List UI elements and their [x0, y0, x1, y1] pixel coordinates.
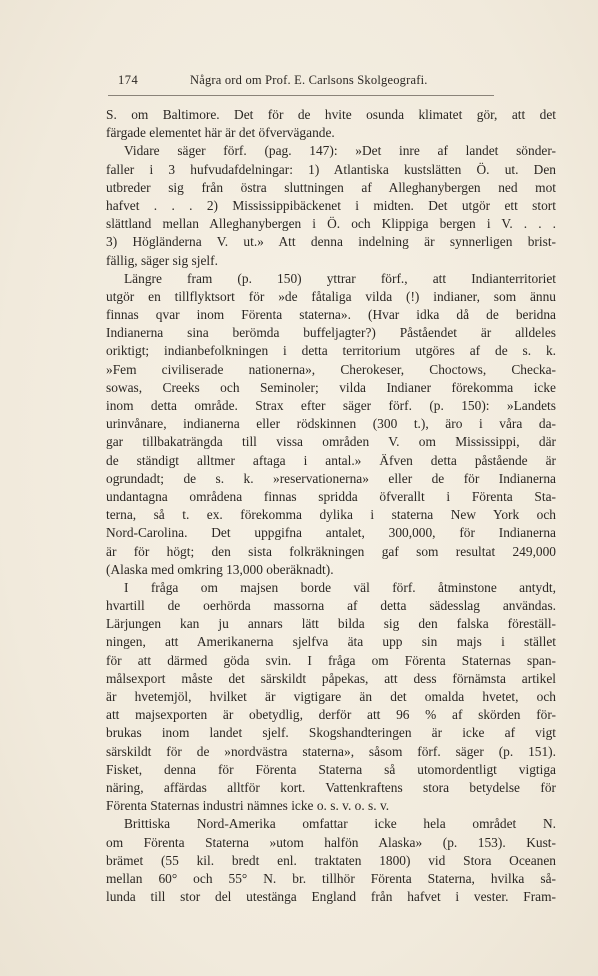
text-line: hafvet . . . 2) Mississippibäckenet i midten. Det utgör ett stort [106, 197, 556, 213]
header-rule [108, 95, 494, 96]
text-line: för att därmed göda svin. I fråga om Förenta Staternas span- [106, 652, 556, 668]
text-line: fällig, säger sig sjelf. [106, 252, 218, 268]
text-line: särskildt för de »nordvästra staterna», såsom förf. säger (p. 151). [106, 743, 556, 759]
text-line: urinvånare, indianerna eller rödskinnen (300 t.), äro i våra da- [106, 416, 556, 432]
text-line: är hvetemjöl, hvilket är vigtigare än det omalda hvetet, och [106, 689, 556, 704]
text-line: inom detta område. Strax efter säger förf. (p. 150): »Landets [106, 398, 556, 413]
text-line: näring, affärdas alltför kort. Vattenkraftens stora betydelse för [106, 779, 556, 795]
text-line: brukas inom landet sjelf. Skogshandteringen är icke af vigt [106, 725, 556, 741]
text-line: faller i 3 hufvudafdelningar: 1) Atlantiska kustslätten Ö. ut. Den [106, 161, 556, 177]
body-text [106, 106, 556, 906]
text-line: de ständigt alltmer aftaga i antal.» Äfven detta påstående är [106, 452, 556, 468]
text-line: terna, så t. ex. förekomma dylika i staterna New York och [106, 507, 556, 523]
text-line: målsexport måste det särskildt påpekas, att dess förnämsta artikel [106, 670, 556, 686]
running-title: Några ord om Prof. E. Carlsons Skolgeografi. [190, 73, 428, 87]
text-line: Nord-Carolina. Det uppgifna antalet, 300,000, för Indianerna [106, 525, 556, 541]
page-number: 174 [118, 73, 139, 87]
text-line: Längre fram (p. 150) yttrar förf., att Indianterritoriet [124, 270, 556, 286]
text-line: brämet (55 kil. bredt enl. traktaten 1800) vid Stora Oceanen [106, 852, 556, 868]
text-line: sowas, Creeks och Seminoler; vilda Indianer förekomma icke [106, 379, 556, 395]
text-line: ogrundadt; de s. k. »reservationerna» eller de för Indianerna [106, 470, 556, 486]
text-line: att majsexporten är obetydlig, derför att 96 % af skörden för- [106, 707, 556, 723]
page-header [118, 73, 478, 93]
text-line: utgör en tillflyktsort för »de fåtaliga vilda (!) indianer, som ännu [106, 288, 556, 304]
text-line: hvartill de oerhörda massorna af detta sädesslag användas. [106, 598, 556, 614]
text-line: slättland mellan Alleghanybergen i Ö. och Klippiga bergen i V. . . . [106, 216, 556, 232]
text-line: Förenta Staternas industri nämnes icke o. s. v. o. s. v. [106, 798, 390, 814]
text-line: Indianerna sina berömda buffeljagter?) Påståendet är alldeles [106, 325, 556, 341]
text-line: ningen, att Amerikanerna sjelfva äta upp sin majs i stället [106, 634, 556, 650]
text-line: utbreder sig från östra sluttningen af Alleghanybergen ned mot [106, 179, 556, 195]
text-line: lunda till stor del utestänga England från hafvet i vester. Fram- [106, 889, 556, 905]
text-line: undantagna områdena finnas spridda öfverallt i Förenta Sta- [106, 488, 556, 504]
text-line: Vidare säger förf. (pag. 147): »Det inre af landet sönder- [124, 143, 556, 159]
text-line: Lärjungen kan ju annars lätt bilda sig den falska föreställ- [106, 616, 556, 632]
text-line: Brittiska Nord-Amerika omfattar icke hela området N. [124, 816, 556, 832]
text-line: I fråga om majsen borde väl förf. åtminstone antydt, [124, 579, 556, 595]
text-line: oriktigt; indianbefolkningen i detta territorium utgöres af de s. k. [106, 343, 556, 359]
text-line: är för högt; den sista folkräkningen gaf som resultat 249,000 [106, 543, 556, 559]
text-line: »Fem civiliserade nationerna», Cherokeser, Choctows, Checka- [106, 361, 556, 377]
text-line: färgade elementet här är det öfvervägande. [106, 125, 335, 141]
text-line: 3) Högländerna V. ut.» Att denna indelning är synnerligen brist- [106, 234, 556, 250]
text-line: S. om Baltimore. Det för de hvite osunda klimatet gör, att det [106, 107, 556, 122]
text-line: gar tillbakaträngda till vissa områden V. om Mississippi, där [106, 434, 556, 450]
text-line: (Alaska med omkring 13,000 oberäknadt). [106, 561, 334, 577]
text-line: om Förenta Staterna »utom halfön Alaska» (p. 153). Kust- [106, 834, 556, 850]
text-line: mellan 60° och 55° N. br. tillhör Förenta Staterna, hvilka så- [106, 870, 556, 886]
text-line: Fisket, denna för Förenta Staterna så utomordentligt vigtiga [106, 761, 556, 777]
text-line: finnas qvar inom Förenta staterna». (Hvar idka då de beridna [106, 307, 556, 323]
